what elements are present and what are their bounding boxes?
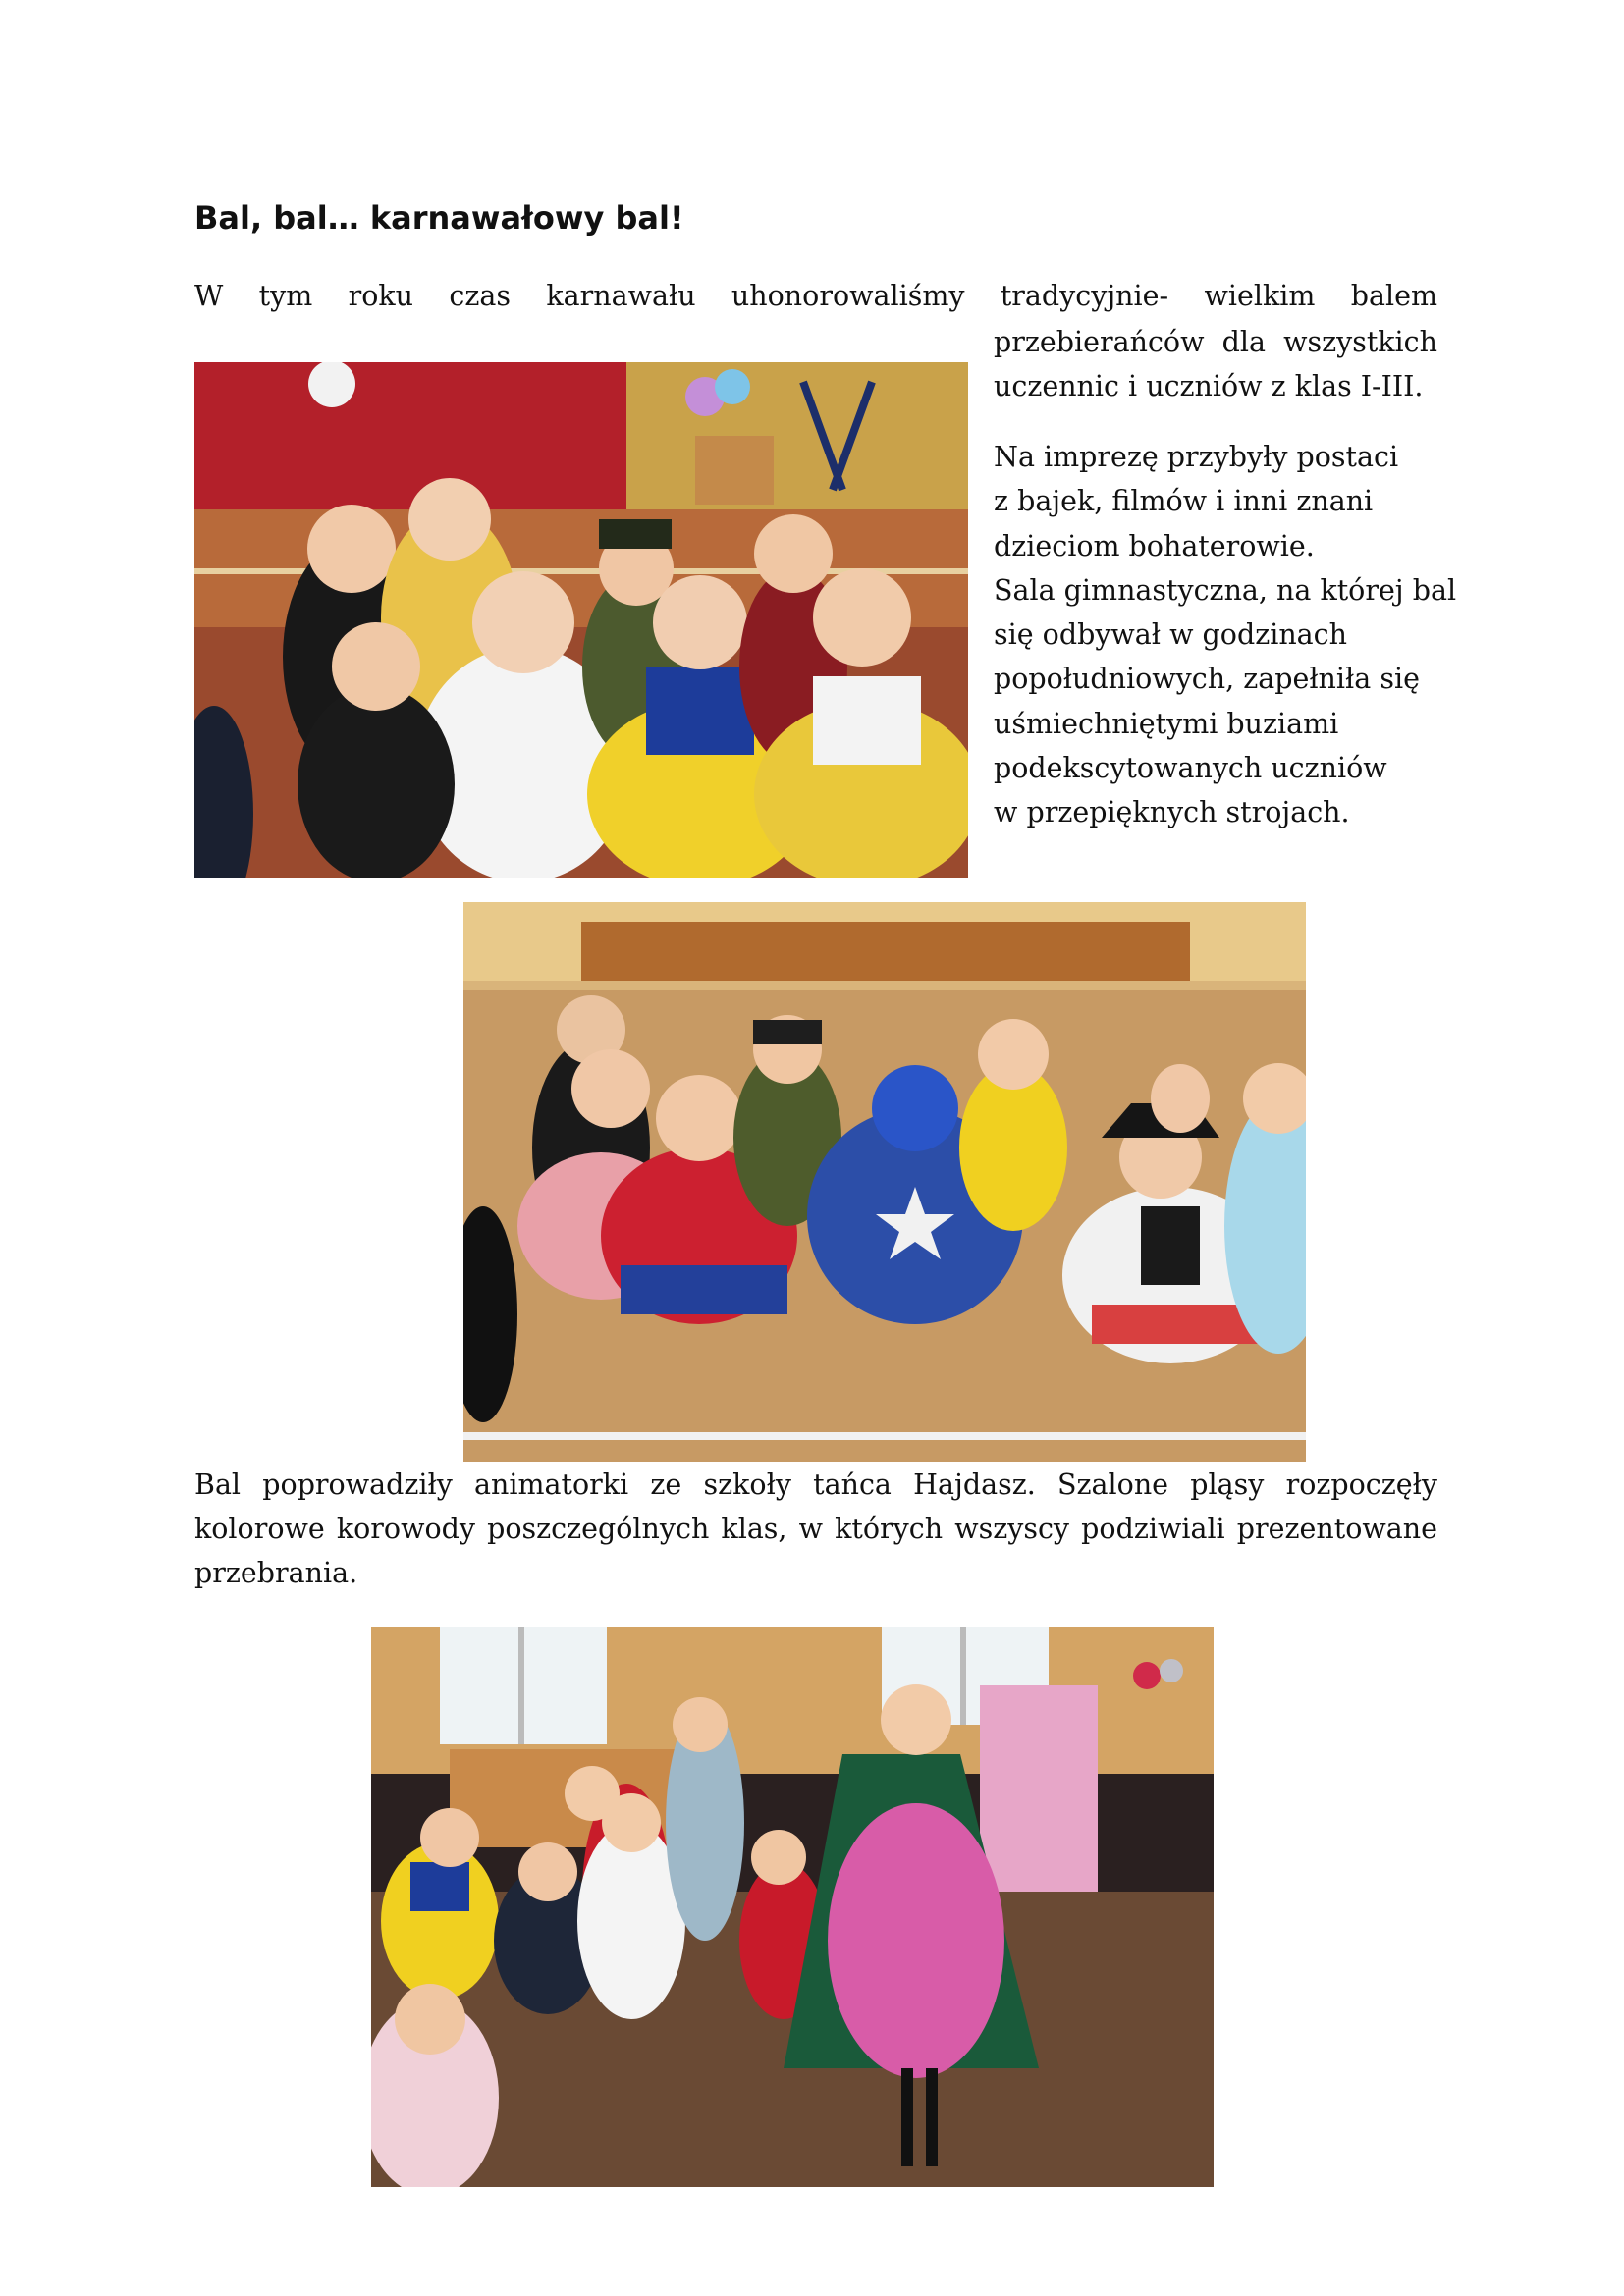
- side-line: Na imprezę przybyły postaci: [994, 441, 1399, 473]
- intro-continuation: [994, 320, 1437, 408]
- photo-dance-animator: [371, 1627, 1214, 2187]
- side-line: się odbywał w godzinach: [994, 618, 1347, 652]
- intro-line-2: przebierańców dla wszystkich: [994, 326, 1437, 358]
- para2-line-1: Bal poprowadziły animatorki ze szkoły tańca Hajdasz. Szalone pląsy rozpoczęły: [194, 1468, 1437, 1501]
- side-line: z bajek, filmów i inni znani: [994, 485, 1374, 518]
- side-line: dzieciom bohaterowie.: [994, 529, 1315, 562]
- intro-line-3: uczennic i uczniów z klas I-III.: [994, 370, 1424, 402]
- side-line: Sala gimnastyczna, na której bal: [994, 573, 1457, 607]
- side-line: popołudniowych, zapełniła się: [994, 663, 1420, 696]
- side-text: [994, 435, 1457, 835]
- photo-costumed-boys-on-floor: [463, 902, 1306, 1462]
- side-line: uśmiechniętymi buziami: [994, 707, 1339, 740]
- intro-line-1: W tym roku czas karnawału uhonorowaliśmy tradycyjnie- wielkim balem: [194, 280, 1437, 312]
- para2-line-2: kolorowe korowody poszczególnych klas, w których wszyscy podziwiali prezentowane: [194, 1513, 1437, 1545]
- side-line: podekscytowanych uczniów: [994, 752, 1387, 785]
- photo-costumed-girls-seated: [194, 362, 968, 878]
- paragraph-2: [194, 1463, 1437, 1595]
- article-title: Bal, bal… karnawałowy bal!: [194, 199, 684, 237]
- para2-line-3: przebrania.: [194, 1557, 358, 1589]
- side-line: w przepięknych strojach.: [994, 796, 1350, 829]
